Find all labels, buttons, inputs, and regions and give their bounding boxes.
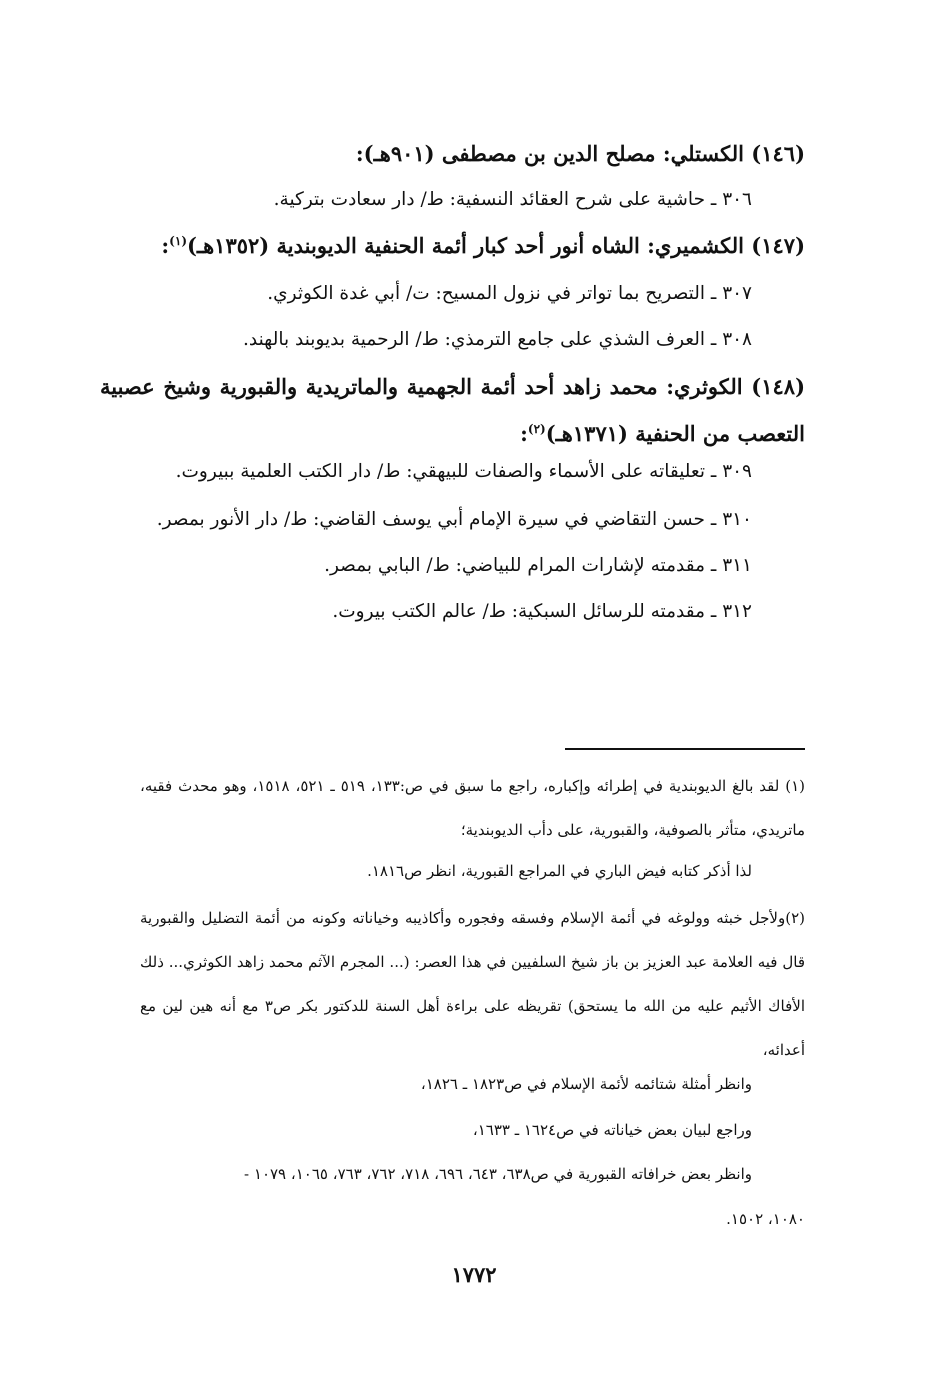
entry-heading-147-end: : — [161, 233, 170, 258]
footnote-ref-1: (١) — [169, 234, 187, 248]
entry-heading-147 — [161, 233, 805, 258]
entry-heading-148-text: (١٤٨) الكوثري: محمد زاهد أحد أئمة الجهمية والماتريدية والقبورية وشيخ عصبية التعصب من الحنفية (١٣٧١هـ) — [100, 374, 805, 446]
list-item-309: ٣٠٩ ـ تعليقاته على الأسماء والصفات للبيهقي: ط/ دار الكتب العلمية ببيروت. — [175, 461, 752, 482]
footnote-2: (٢)ولأجل خبثه وولوغه في أئمة الإسلام وفسقه وفجوره وأكاذيبه وخياناته وكونه من أئمة التضليل والقبورية قال فيه العلامة عبد العزيز بن باز شيخ السلفيين في هذا العصر: (... المجرم الآثم محمد زاهد الكوثري... ذلك الأفاك الأثيم عليه من الله ما يستحق) تقريظه على براءة أهل السنة للدكتور بكر ص٣ مع أنه هين لين مع أعدائه، — [140, 909, 805, 1059]
entry-heading-148-end: : — [520, 421, 528, 446]
footnote-ref-2: (٢) — [527, 422, 546, 436]
list-item-312: ٣١٢ ـ مقدمته للرسائل السبكية: ط/ عالم الكتب بيروت. — [332, 601, 752, 622]
footnote-1-line: لذا أذكر كتابه فيض الباري في المراجع القبورية، انظر ص١٨١٦. — [367, 862, 752, 880]
entry-heading-147-text: (١٤٧) الكشميري: الشاه أنور أحد كبار أئمة الحنفية الديوبندية (١٣٥٢هـ) — [187, 233, 805, 258]
footnote-2-line-betrayals: وراجع لبيان بعض خياناته في ص١٦٢٤ ـ ١٦٣٣، — [472, 1121, 752, 1139]
list-item-310: ٣١٠ ـ حسن التقاضي في سيرة الإمام أبي يوسف القاضي: ط/ دار الأنور بمصر. — [156, 509, 752, 530]
list-item-311: ٣١١ ـ مقدمته لإشارات المرام للبياضي: ط/ البابي بمصر. — [324, 555, 752, 576]
footnote-2-line-continued: ١٠٨٠، ١٥٠٢. — [726, 1210, 805, 1228]
entry-heading-148 — [100, 366, 805, 455]
footnote-2-line-superstitions: وانظر بعض خرافاته القبورية في ص٦٣٨، ٦٤٣، ٦٩٦، ٧١٨، ٧٦٢، ٧٦٣، ١٠٦٥، ١٠٧٩ - — [244, 1165, 752, 1183]
entry-heading-146: (١٤٦) الكستلي: مصلح الدين بن مصطفى (٩٠١هـ): — [355, 141, 805, 166]
list-item-307: ٣٠٧ ـ التصريح بما تواتر في نزول المسيح: ت/ أبي غدة الكوثري. — [267, 283, 752, 304]
footnote-2-line-insults: وانظر أمثلة شتائمه لأئمة الإسلام في ص١٨٢٣ ـ ١٨٢٦، — [420, 1075, 752, 1093]
list-item-306: ٣٠٦ ـ حاشية على شرح العقائد النسفية: ط/ دار سعادت بتركية. — [273, 189, 752, 210]
list-item-308: ٣٠٨ ـ العرف الشذي على جامع الترمذي: ط/ الرحمية بديوبند بالهند. — [243, 329, 752, 350]
footnote-1: (١) لقد بالغ الديوبندية في إطرائه وإكباره، راجع ما سبق في ص:١٣٣، ٥١٩ ـ ٥٢١، ١٥١٨، وهو محدث فقيه، ماتريدي، متأثر بالصوفية، والقبورية، على دأب الديوبندية؛ — [140, 777, 806, 839]
footnote-separator — [565, 748, 805, 750]
page-number: ١٧٧٢ — [451, 1262, 497, 1287]
